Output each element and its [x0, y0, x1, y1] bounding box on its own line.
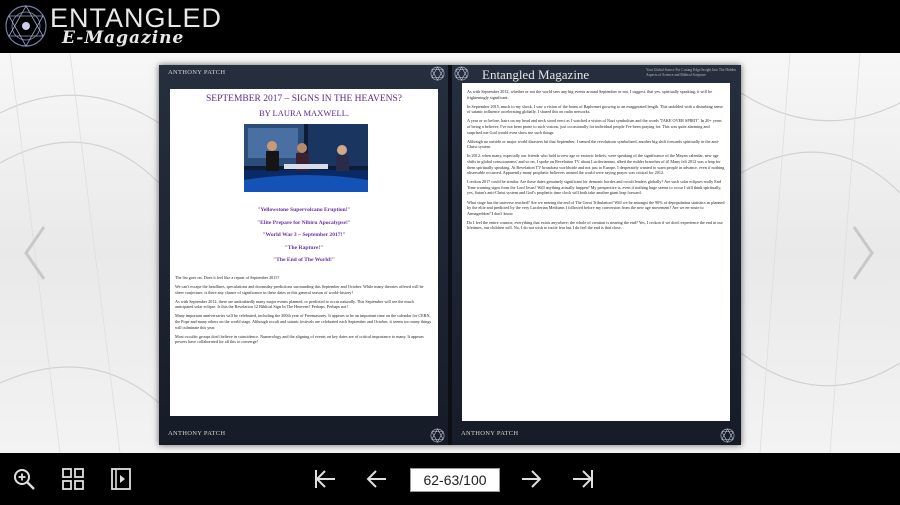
right-article-body	[467, 89, 725, 234]
left-page-footer-name: ANTHONY PATCH	[168, 430, 226, 437]
ornament-icon	[720, 428, 735, 443]
next-page-icon[interactable]	[519, 467, 543, 491]
headline-item: "The End of The World!"	[273, 257, 335, 263]
article-paragraph: As with September 2012, there are undoubtedly many major events planned, or predicted to occur naturally. This September will see the much anticipated solar eclipse. Is this the Revelation 12 Biblical Sign In The Heavens? Perhaps. Perhaps not!	[175, 298, 414, 310]
article-paragraph: In September 2015, much to my shock, I saw a vision of the horns of Baphomet growing to an exaggerated length. This unfolded with a disturbing sense of satanic influence accelerating globally. I shared this on radio networks.	[467, 103, 723, 115]
article-photo	[244, 124, 368, 192]
headline-item: "The Rapture!"	[284, 244, 324, 251]
ornament-icon	[430, 66, 445, 81]
brand-subtitle: E-Magazine	[62, 28, 185, 48]
article-title: SEPTEMBER 2017 – SIGNS IN THE HEAVENS?	[206, 94, 402, 104]
right-page-header-magazine: Entangled Magazine	[482, 67, 590, 82]
ornament-icon	[430, 428, 445, 443]
article-paragraph: The list goes on. Does it feel like a repeat of September 2015?	[175, 275, 280, 280]
left-page[interactable]	[159, 65, 448, 445]
logo-emblem-icon	[4, 4, 48, 48]
headline-item: "World War 3 – September 2017!"	[262, 232, 346, 238]
page-counter-input[interactable]: 62-63/100	[410, 468, 500, 492]
article-paragraph: We can't escape the headlines, speculations and doomsday predictions surrounding this September and October. While many theories offered will be sheer conjecture, is there any chance of significance in these dates or this general season of world-history?	[175, 284, 424, 295]
headline-list	[170, 204, 438, 267]
top-bar	[0, 0, 900, 53]
article-byline: BY LAURA MAXWELL.	[258, 108, 350, 118]
right-page[interactable]	[452, 65, 741, 445]
last-page-icon[interactable]	[571, 467, 595, 491]
left-article-body	[175, 275, 433, 348]
article-paragraph: A year or so before, hairs on my head and neck stood erect as I watched a vision of Nazi symbolism and the words 'TAKE OVER SPIRIT'. In 20+ years of being a believer, I've not been prone to such visions, just occasionally for individual people I've been praying for. This was quite alarming and surprised me God would even show me such things.	[467, 118, 722, 135]
reader-stage	[0, 53, 900, 453]
left-page-header-name: ANTHONY PATCH	[168, 69, 226, 76]
headline-item: "Yellowstone Supervolcano Eruption!"	[257, 207, 351, 213]
article-paragraph: What stage has the universe reached? Are we nearing the end of The Great Tribulation? Will we be amongst the 90% of depopulation statistics as planned by the elite and predicted by the very Luciferian Mediums I followed before my conversion from the new age movement? Are we en-route to Armageddon? I don't know.	[467, 199, 725, 216]
right-page-header-tagline: Your Global Source For Cutting Edge Insight Into The Hidden Aspects of Science and Biblical Scripture	[646, 68, 736, 77]
right-page-sheet	[462, 83, 730, 421]
previous-page-icon[interactable]	[365, 467, 389, 491]
flipbook[interactable]	[159, 65, 741, 445]
article-paragraph: Although no outside or major world disasters hit that September, I sensed the revolutions symbolized, another big shift forwards spiritually in the anti-Christ system.	[467, 138, 720, 150]
article-paragraph: In 2012, when many, especially our friends who hold to new age or esoteric beliefs, were speaking of the significance of the Mayan calendar, new age shifts in global consciousness' and so on, I spoke on Revelation TV about Luciferianism, albeit the milder branches of it! Many felt 2012 was a leap for them spiritually speaking. At Revelation TV broadcast worldwide and not just to Europe, I desperately wanted to warn people in advance, even if nothing observable occurred. Apparently many prophetic believers around the world were saying prayer was critical for 2012.	[467, 153, 725, 176]
tv-studio-image	[244, 124, 368, 192]
article-paragraph: Many important anniversaries will be celebrated, including the 300th year of Freemasonry. It appears to be an important time on the calendar for CERN, the Pope and many others on the world stage. Although occult and satanic festivals are celebrated each September and October, it seems too many things will culminate this year.	[175, 313, 432, 330]
zoom-in-icon[interactable]	[12, 467, 36, 491]
thumbnails-grid-icon[interactable]	[61, 467, 85, 491]
article-paragraph: Do I feel the entire cosmos; everything that exists anywhere; the whole of creation is nearing the end? Yes, I reckon if we don't experience the end in our lifetimes, our children will. No, I do not wish to incite fear but I do feel the end is that close.	[467, 219, 723, 231]
article-paragraph: As with September 2012, whether or not the world sees any big events around September or not, I suggest, that yes, spiritually speaking, it will be frighteningly significant.	[467, 89, 712, 100]
stage-next-arrow-icon[interactable]	[848, 223, 878, 283]
right-page-footer-name: ANTHONY PATCH	[461, 430, 519, 437]
first-page-icon[interactable]	[313, 467, 337, 491]
stage-previous-arrow-icon[interactable]	[20, 223, 50, 283]
ornament-icon	[454, 66, 469, 81]
brand-title: ENTANGLED	[50, 3, 223, 33]
article-paragraph: I reckon 2017 could be similar. Are these dates genuinely significant for demonic hordes and occult leaders globally? Are such solar eclipses really End Time warning signs from the Lord Jesus? Will anything actually happen? My perspective is, even if nothing huge seems to occur I still think spiritually, yes, Satan's anti-Christ system and God's prophetic time clock will both take another giant leap forward.	[467, 179, 722, 196]
article-paragraph: Most occultic groups don't believe in coincidence. Numerology and the aligning of events on key dates are of critical importance to many. It appears powers have collaborated for all this to converge!	[175, 333, 424, 345]
left-page-sheet	[170, 89, 438, 416]
bottom-toolbar	[0, 453, 900, 505]
table-of-contents-icon[interactable]	[109, 467, 133, 491]
headline-item: "Elite Prepare for Nibiru Apocalypse!"	[257, 219, 351, 226]
